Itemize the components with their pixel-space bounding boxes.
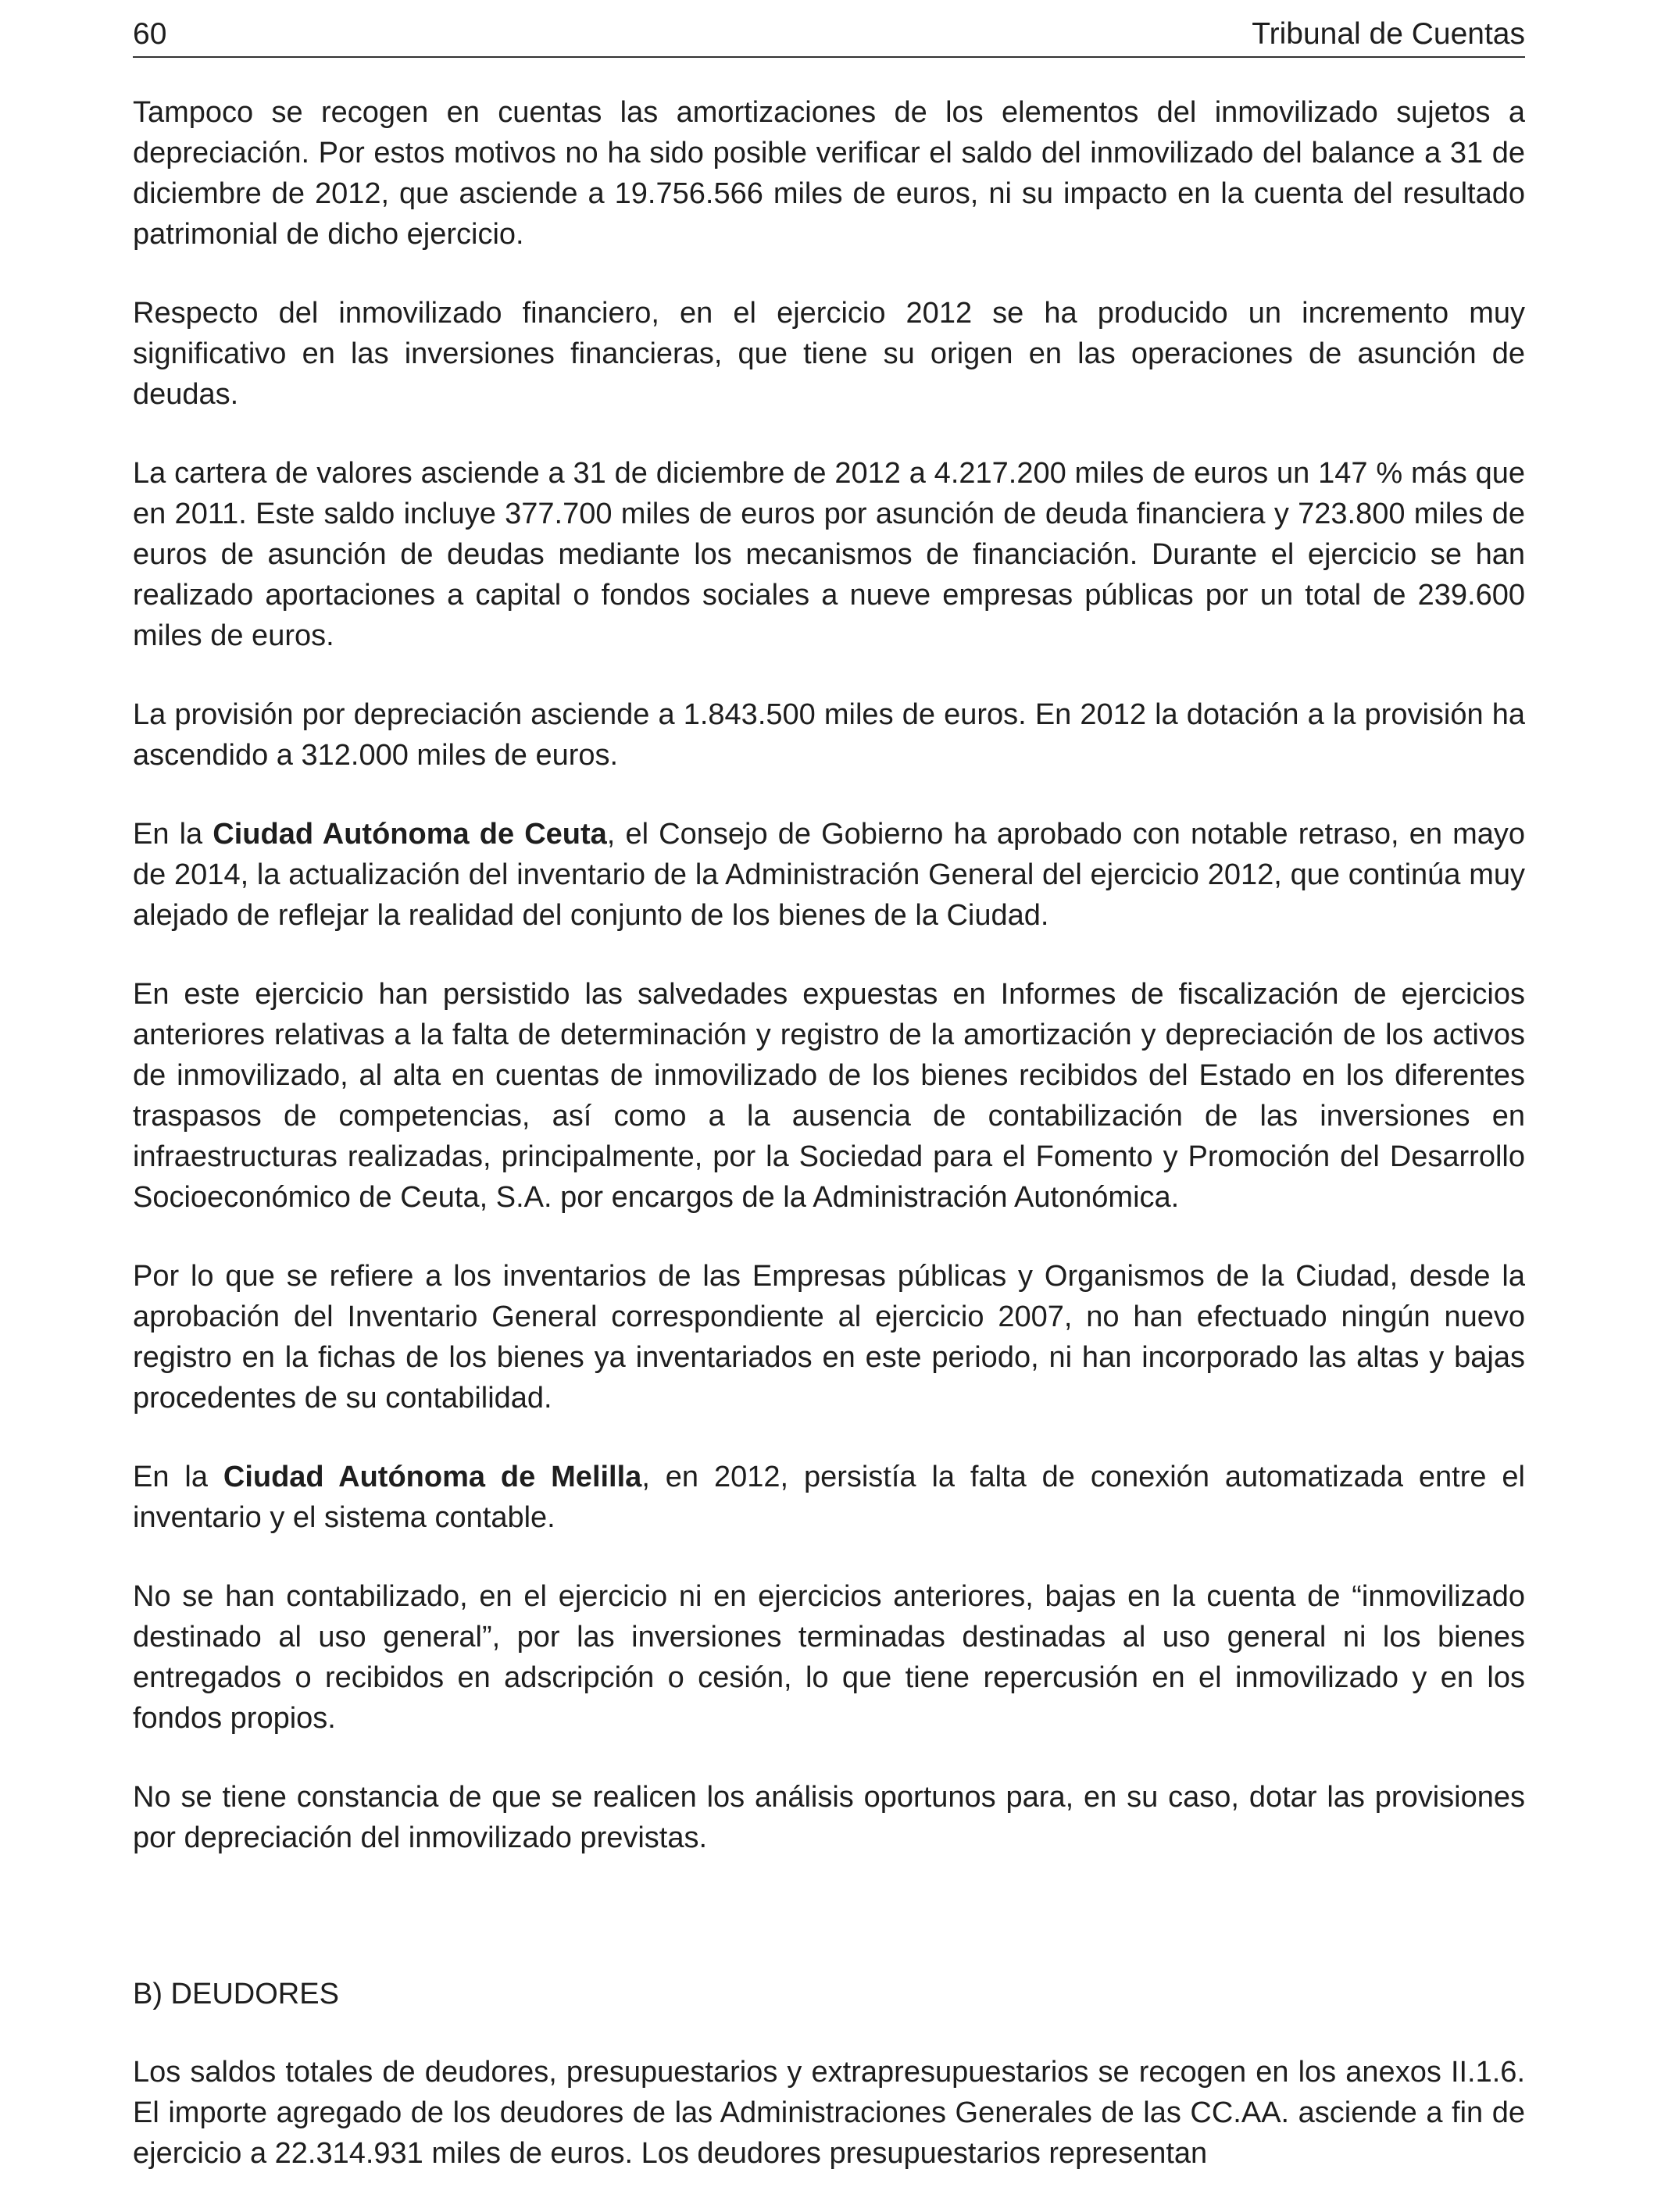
paragraph-amortizaciones: Tampoco se recogen en cuentas las amortizaciones de los elementos del inmovilizado sujetos a depreciación. Por estos motivos no ha sido posible verificar el saldo del inmovilizado del balance a 31 de diciembre de 2012, que asciende a 19.756.566 miles de euros, ni su impacto en la cuenta del resultado patrimonial de dicho ejercicio.: [133, 96, 1525, 251]
paragraph-inventarios-empresas: Por lo que se refiere a los inventarios de las Empresas públicas y Organismos de la Ciudad, desde la aprobación del Inventario General correspondiente al ejercicio 2007, no han efectuado ningún nuevo registro en la fichas de los bienes ya inventariados en este periodo, ni han incorporado las altas y bajas procedentes de su contabilidad.: [133, 1260, 1525, 1415]
paragraph-analisis-provisiones: No se tiene constancia de que se realicen los análisis oportunos para, en su caso, dotar las provisiones por depreciación del inmovilizado previstas.: [133, 1781, 1525, 1854]
section-heading-deudores: B) DEUDORES: [133, 1978, 339, 2010]
paragraph-deudores: Los saldos totales de deudores, presupuestarios y extrapresupuestarios se recogen en los anexos II.1.6. El importe agregado de los deudores de las Administraciones Generales de las CC.AA. asciende a fin de ejercicio a 22.314.931 miles de euros. Los deudores presupuestarios representan: [133, 2056, 1525, 2170]
melilla-text-before: En la: [133, 1461, 223, 1493]
melilla-text-after: , en 2012, persistía la falta de conexión automatizada entre el inventario y el sistema contable.: [133, 1461, 1525, 1534]
paragraph-provision-depreciacion: La provisión por depreciación asciende a 1.843.500 miles de euros. En 2012 la dotación a la provisión ha ascendido a 312.000 miles de euros.: [133, 698, 1525, 772]
paragraph-inmovilizado-financiero: Respecto del inmovilizado financiero, en el ejercicio 2012 se ha producido un incremento muy significativo en las inversiones financieras, que tiene su origen en las operaciones de asunción de deudas.: [133, 297, 1525, 411]
page-header: [133, 11, 1525, 58]
melilla-bold-name: Ciudad Autónoma de Melilla: [223, 1461, 642, 1493]
paragraph-bajas-inmovilizado: No se han contabilizado, en el ejercicio ni en ejercicios anteriores, bajas en la cuenta de “inmovilizado destinado al uso general”, por las inversiones terminadas destinadas al uso general ni los bienes entregados o recibidos en adscripción o cesión, lo que tiene repercusión en el inmovilizado y en los fondos propios.: [133, 1580, 1525, 1735]
paragraph-ceuta: [133, 814, 1525, 936]
page-number: 60: [133, 17, 167, 51]
paragraph-cartera-valores: La cartera de valores asciende a 31 de diciembre de 2012 a 4.217.200 miles de euros un 147 % más que en 2011. Este saldo incluye 377.700 miles de euros por asunción de deuda financiera y 723.800 miles de euros de asunción de deudas mediante los mecanismos de financiación. Durante el ejercicio se han realizado aportaciones a capital o fondos sociales a nueve empresas públicas por un total de 239.600 miles de euros.: [133, 457, 1525, 652]
document-body: [133, 92, 1525, 2212]
ceuta-text-before: En la: [133, 818, 213, 851]
ceuta-text-after: , el Consejo de Gobierno ha aprobado con notable retraso, en mayo de 2014, la actualización del inventario de la Administración General del ejercicio 2012, que continúa muy alejado de reflejar la realidad del conjunto de los bienes de la Ciudad.: [133, 818, 1526, 932]
running-title: Tribunal de Cuentas: [1252, 17, 1525, 51]
paragraph-melilla: [133, 1457, 1525, 1538]
ceuta-bold-name: Ciudad Autónoma de Ceuta: [213, 818, 607, 851]
paragraph-salvedades: En este ejercicio han persistido las salvedades expuestas en Informes de fiscalización de ejercicios anteriores relativas a la falta de determinación y registro de la amortización y depreciación de los activos de inmovilizado, al alta en cuentas de inmovilizado de los bienes recibidos del Estado en los diferentes traspasos de competencias, así como a la ausencia de contabilización de las inversiones en infraestructuras realizadas, principalmente, por la Sociedad para el Fomento y Promoción del Desarrollo Socioeconómico de Ceuta, S.A. por encargos de la Administración Autonómica.: [133, 978, 1525, 1214]
